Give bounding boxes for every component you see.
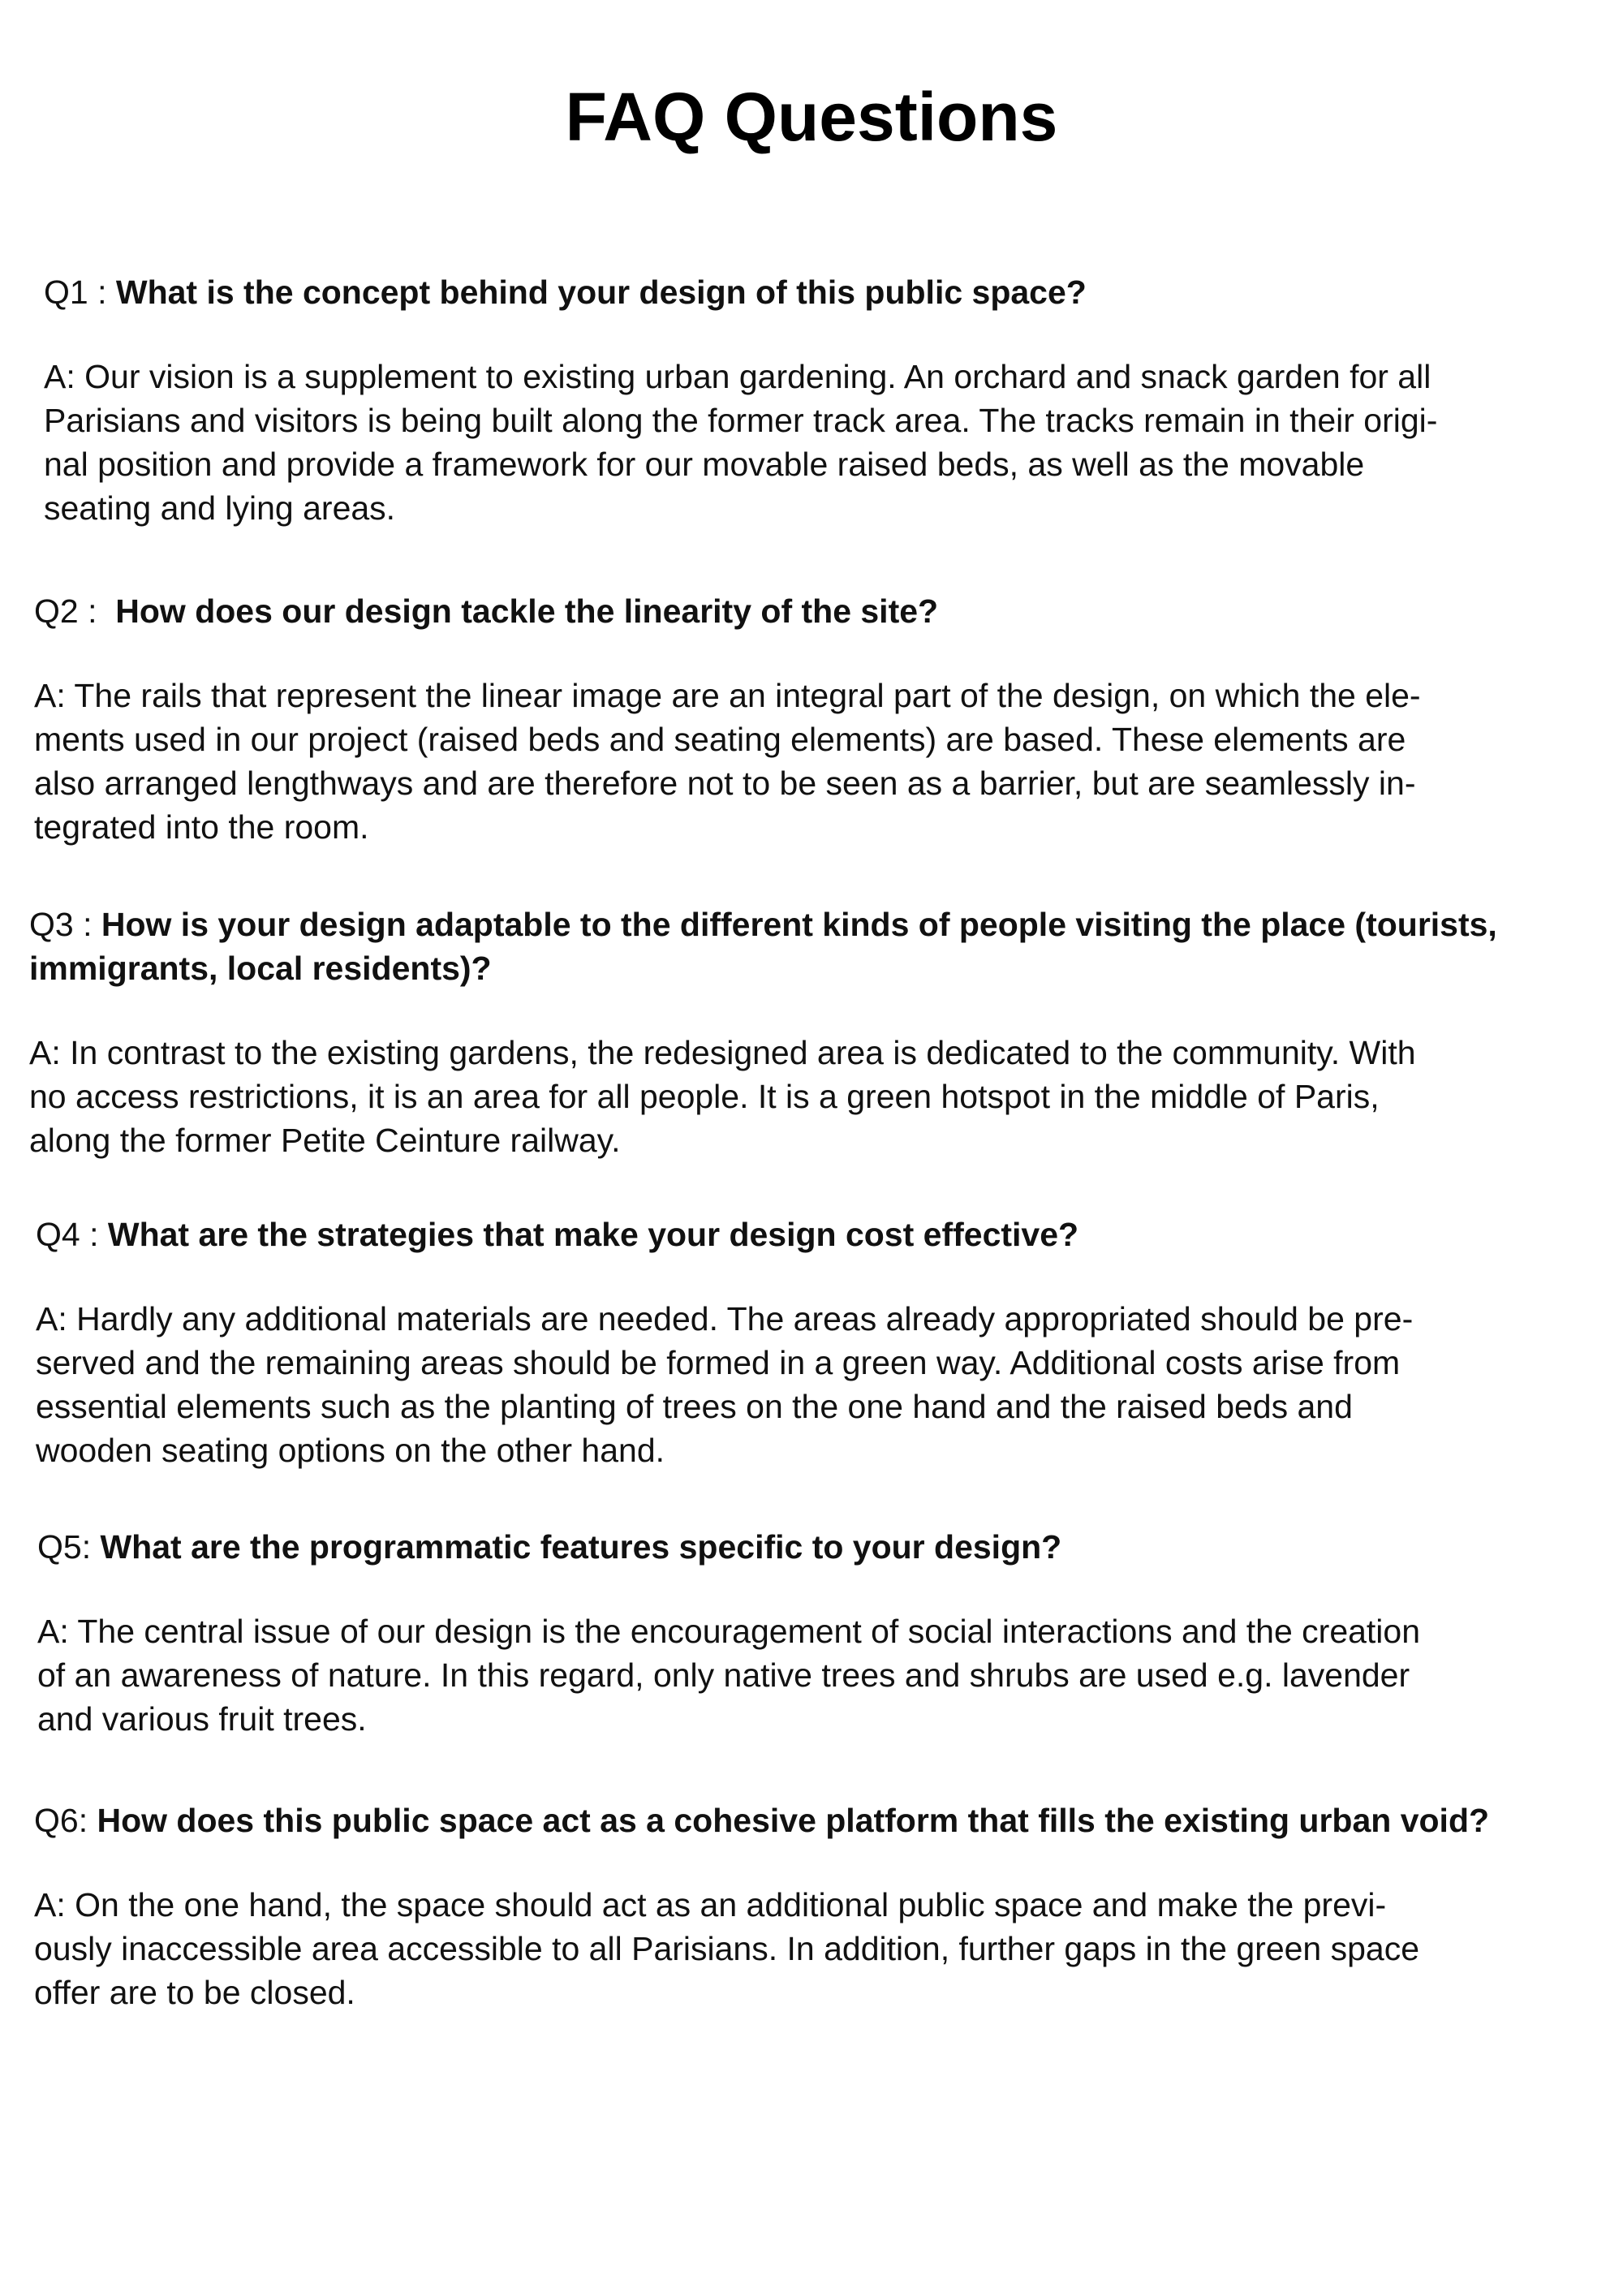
answer: A: The rails that represent the linear image are an integral part of the design, on which the ele- ments used in our project (raised beds and seating elements) are based. These elements are also arranged lengthways and are therefore not to be seen as a barrier, but are seamlessly in- tegrated into the room. (34, 677, 1421, 846)
faq-item-3 (29, 902, 1595, 1162)
question (34, 1798, 1600, 1842)
faq-item-2 (34, 589, 1600, 849)
question (44, 270, 1610, 314)
question-text: How does our design tackle the linearity of the site? (115, 592, 939, 630)
question-text: How does this public space act as a cohesive platform that fills the existing urban void? (97, 1802, 1490, 1839)
question-label: Q1 : (44, 274, 116, 311)
question (29, 902, 1595, 990)
page-title: FAQ Questions (565, 79, 1058, 155)
faq-item-4 (36, 1213, 1602, 1472)
question-text: How is your design adaptable to the different kinds of people visiting the place (tourists, immigrants, local residents)? (29, 906, 1497, 987)
question-label: Q2 : (34, 592, 116, 630)
question (37, 1525, 1604, 1569)
question-text: What is the concept behind your design of this public space? (115, 274, 1087, 311)
question-label: Q4 : (36, 1216, 108, 1253)
answer: A: The central issue of our design is the encouragement of social interactions and the creation of an awareness of nature. In this regard, only native trees and shrubs are used e.g. lavender and various fruit trees. (37, 1613, 1421, 1738)
question-label: Q6: (34, 1802, 97, 1839)
question (36, 1213, 1602, 1256)
question-text: What are the programmatic features specific to your design? (100, 1528, 1062, 1566)
answer: A: On the one hand, the space should act as an additional public space and make the previ- ously inaccessible area accessible to all Parisians. In addition, further gaps in the green space offer are to be closed. (34, 1886, 1420, 2011)
answer: A: Hardly any additional materials are needed. The areas already appropriated should be pre- served and the remaining areas should be formed in a green way. Additional costs arise from essential elements such as the planting of trees on the one hand and the raised beds and wooden seating options on the other hand. (36, 1300, 1414, 1469)
question-label: Q5: (37, 1528, 101, 1566)
faq-item-1 (44, 270, 1610, 530)
faq-item-5 (37, 1525, 1604, 1741)
answer: A: In contrast to the existing gardens, the redesigned area is dedicated to the community. With no access restrictions, it is an area for all people. It is a green hotspot in the middle of Paris, along the former Petite Ceinture railway. (29, 1034, 1416, 1159)
faq-item-6 (34, 1798, 1600, 2014)
question (34, 589, 1600, 633)
answer: A: Our vision is a supplement to existing urban gardening. An orchard and snack garden for all Parisians and visitors is being built along the former track area. The tracks remain in their origi- nal position and provide a framework for our movable raised beds, as well as the movable seating and lying areas. (44, 358, 1438, 527)
question-label: Q3 : (29, 906, 101, 943)
question-text: What are the strategies that make your design cost effective? (107, 1216, 1079, 1253)
